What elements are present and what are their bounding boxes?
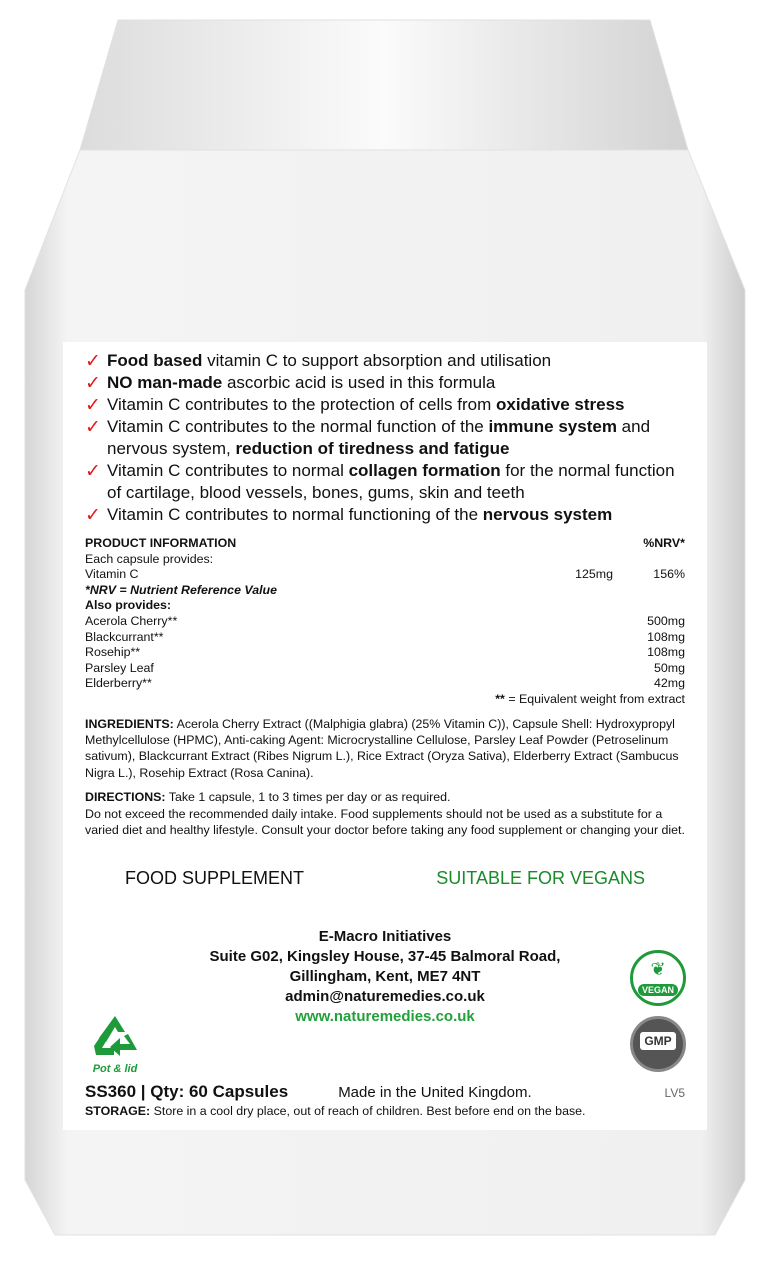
extra-row: Parsley Leaf 50mg [85,660,685,675]
vegan-badge: ❦ VEGAN [630,950,686,1006]
suitable-for-vegans-text: SUITABLE FOR VEGANS [436,868,645,889]
recycle-icon [90,1014,140,1058]
claim-item: ✓ Vitamin C contributes to the normal function of the immune system and nervous system, reduction of tiredness and fatigue [85,416,651,458]
claim-item: ✓ Food based vitamin C to support absorption and utilisation [85,350,552,372]
extra-row: Blackcurrant** 108mg [85,629,685,644]
checkmark-icon: ✓ [85,416,101,438]
supplement-line [125,868,645,889]
checkmark-icon: ✓ [85,350,101,372]
directions: DIRECTIONS: Take 1 capsule, 1 to 3 times per day or as required. Do not exceed the recommended daily intake. Food supplements should not be used as a substitute for a varied diet and healthy lifestyle. Consult your doctor before taking any food supplement or changing your diet. [85,790,685,837]
checkmark-icon: ✓ [85,504,101,526]
checkmark-icon: ✓ [85,460,101,482]
claims-list [85,350,685,526]
checkmark-icon: ✓ [85,394,101,416]
extra-row: Elderberry** 42mg [85,676,685,691]
lv-code: LV5 [664,1086,685,1100]
each-capsule-text: Each capsule provides: [85,551,214,566]
pi-header: PRODUCT INFORMATION %NRV* [85,536,685,550]
made-in: Made in the United Kingdom. [338,1084,532,1101]
gmp-badge: GMP [630,1016,686,1072]
claim-item: ✓ Vitamin C contributes to normal functioning of the nervous system [85,504,613,526]
bottle-cap [80,20,688,150]
company-address: E-Macro Initiatives Suite G02, Kingsley House, 37-45 Balmoral Road, Gillingham, Kent, ME7 4NT admin@naturemedies.co.uk www.naturemedies.co.uk [85,927,685,1027]
sku-qty: SS360 | Qty: 60 Capsules [85,1082,289,1101]
ingredients: INGREDIENTS: Acerola Cherry Extract ((Malphigia glabra) (25% Vitamin C)), Capsule Shell: Hydroxypropyl Methylcellulose (HPMC), Anti-caking Agent: Microcrystalline Cellulose, Parsley Leaf Powder (Petroselinum sativum), Blackcurrant Extract (Ribes Nigrum L.), Rice Extract (Oryza Sativa), Elderberry Extract (Sambucus Nigra L.), Rosehip Extract (Rosa Canina). [85,716,679,780]
product-information [85,536,685,708]
leaf-icon: ❦ [650,959,666,979]
extra-row: Rosehip** 108mg [85,645,685,660]
checkmark-icon: ✓ [85,372,101,394]
recycle-logo: Pot & lid [85,1014,145,1075]
vitamin-c-row: Vitamin C 125mg 156% [85,567,685,582]
claim-item: ✓ Vitamin C contributes to the protection of cells from oxidative stress [85,394,625,416]
equivalent-note: ** = Equivalent weight from extract [495,691,685,706]
also-provides: Also provides: [85,598,172,613]
food-supplement-text: FOOD SUPPLEMENT [125,868,305,889]
storage: STORAGE: Store in a cool dry place, out of reach of children. Best before end on the base. [85,1104,586,1118]
claim-item: ✓ Vitamin C contributes to normal collagen formation for the normal function of cartilage, blood vessels, bones, gums, skin and teeth [85,460,675,502]
email: admin@naturemedies.co.uk [285,988,485,1006]
directions-warning: Do not exceed the recommended daily intake. Food supplements should not be used as a substitute for a varied diet and healthy lifestyle. Consult your doctor before taking any food supplement or changing your diet. [85,806,685,837]
product-label [63,342,707,1130]
claim-item: ✓ NO man-made ascorbic acid is used in this formula [85,372,496,394]
website: www.naturemedies.co.uk [295,1008,475,1026]
extra-row: Acerola Cherry** 500mg [85,613,685,628]
nrv-note: *NRV = Nutrient Reference Value [85,582,278,597]
label-footer [85,1082,685,1118]
